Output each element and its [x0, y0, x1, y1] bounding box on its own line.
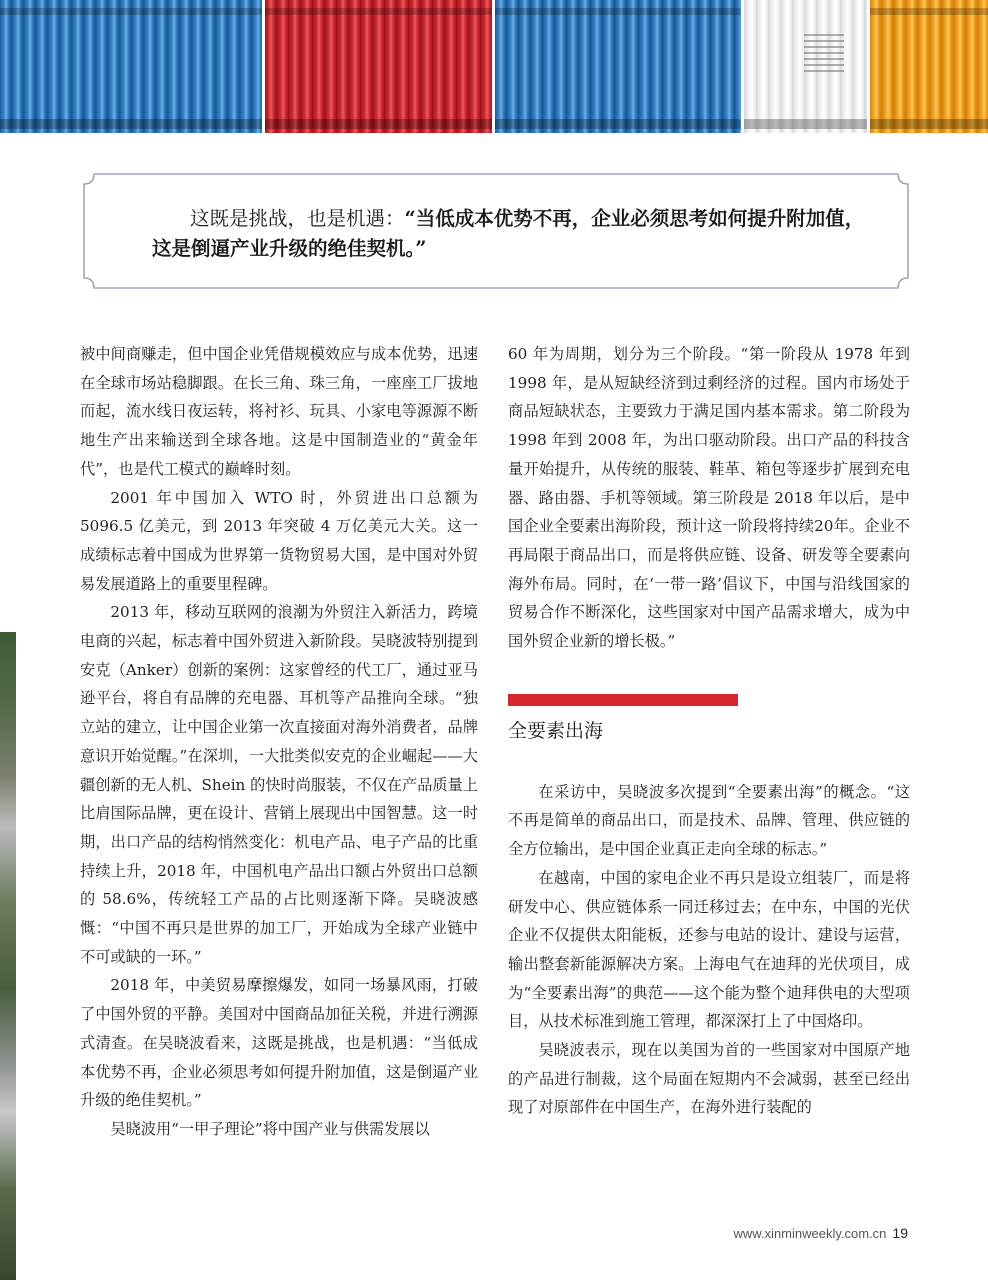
- pull-quote-emphasis-line1: “当低成本优势不再，企业必须思考如何提升附加值，: [404, 207, 865, 230]
- white-container: [744, 0, 867, 133]
- footer-url: www.xinminweekly.com.cn: [733, 1226, 887, 1241]
- pull-quote-lead: 这既是挑战，也是机遇：: [190, 207, 405, 230]
- right-column: [508, 340, 910, 1122]
- page-footer: [734, 1225, 909, 1241]
- paragraph: 2018 年，中美贸易摩擦爆发，如同一场暴风雨，打破了中国外贸的平静。美国对中国商品加征关税，并进行溯源式清查。在吴晓波看来，这既是挑战，也是机遇：“当低成本优势不再，企业必须思考如何提升附加值，这是倒逼产业升级的绝佳契机。”: [80, 976, 478, 1110]
- paragraph: 吴晓波表示，现在以美国为首的一些国家对中国原产地的产品进行制裁，这个局面在短期内不会减弱，甚至已经出现了对原部件在中国生产，在海外进行装配的: [508, 1041, 910, 1117]
- pull-quote-emphasis-line2: 这是倒逼产业升级的绝佳契机。”: [152, 237, 427, 260]
- blue-container-left: [0, 0, 262, 133]
- side-photo-strip: [0, 632, 16, 1280]
- left-column: [80, 340, 478, 1144]
- section-divider-bar: [508, 694, 738, 706]
- container-photo-banner: [0, 0, 988, 133]
- red-container: [265, 0, 492, 133]
- paragraph: 吴晓波用“一甲子理论”将中国产业与供需发展以: [110, 1119, 430, 1138]
- paragraph: 2001 年中国加入 WTO 时，外贸进出口总额为 5096.5 亿美元，到 2013 年突破 4 万亿美元大关。这一成绩标志着中国成为世界第一货物贸易大国，是中国对外贸易发展道路上的重要里程碑。: [80, 488, 478, 593]
- section-heading: 全要素出海: [508, 719, 604, 742]
- page-number: 19: [892, 1225, 908, 1241]
- paragraph: 60 年为周期，划分为三个阶段。“第一阶段从 1978 年到 1998 年，是从短缺经济到过剩经济的过程。国内市场处于商品短缺状态，主要致力于满足国内基本需求。第二阶段为 1998 年到 2008 年，为出口驱动阶段。出口产品的科技含量开始提升，从传统的服装、鞋革、箱包等逐步扩展到充电器、路由器、手机等领域。第三阶段是 2018 年以后，是中国企业全要素出海阶段，预计这一阶段将持续20年。企业不再局限于商品出口，而是将供应链、设备、研发等全要素向海外布局。同时，在‘一带一路’倡议下，中国与沿线国家的贸易合作不断深化，这些国家对中国产品需求增大，成为中国外贸企业新的增长极。”: [508, 345, 910, 651]
- paragraph: 在越南，中国的家电企业不再只是设立组装厂，而是将研发中心、供应链体系一同迁移过去；在中东，中国的光伏企业不仅提供太阳能板，还参与电站的设计、建设与运营，输出整套新能源解决方案。上海电气在迪拜的光伏项目，成为“全要素出海”的典范——这个能为整个迪拜供电的大型项目，从技术标准到施工管理，都深深打上了中国烙印。: [508, 868, 910, 1031]
- paragraph: 被中间商赚走，但中国企业凭借规模效应与成本优势，迅速在全球市场站稳脚跟。在长三角、珠三角，一座座工厂拔地而起，流水线日夜运转，将衬衫、玩具、小家电等源源不断地生产出来输送到全球各地。这是中国制造业的“黄金年代”，也是代工模式的巅峰时刻。: [80, 345, 478, 478]
- pull-quote: [80, 170, 912, 292]
- paragraph: 在采访中，吴晓波多次提到“全要素出海”的概念。“这不再是简单的商品出口，而是技术、品牌、管理、供应链的全方位输出，是中国企业真正走向全球的标志。”: [508, 782, 910, 859]
- paragraph: 2013 年，移动互联网的浪潮为外贸注入新活力，跨境电商的兴起，标志着中国外贸进入新阶段。吴晓波特别提到安克（Anker）创新的案例：这家曾经的代工厂，通过亚马逊平台，将自有品牌的充电器、耳机等产品推向全球。“独立站的建立，让中国企业第一次直接面对海外消费者，品牌意识开始觉醒。”在深圳，一大批类似安克的企业崛起——大疆创新的无人机、Shein 的快时尚服装，不仅在产品质量上比肩国际品牌，更在设计、营销上展现出中国智慧。这一时期，出口产品的结构悄然变化：机电产品、电子产品的比重持续上升，2018 年，中国机电产品出口额占外贸出口总额的 58.6%，传统轻工产品的占比则逐渐下降。吴晓波感慨：“中国不再只是世界的加工厂，开始成为全球产业链中不可或缺的一环。”: [80, 603, 478, 966]
- orange-container: [870, 0, 988, 133]
- blue-container-right: [495, 0, 741, 133]
